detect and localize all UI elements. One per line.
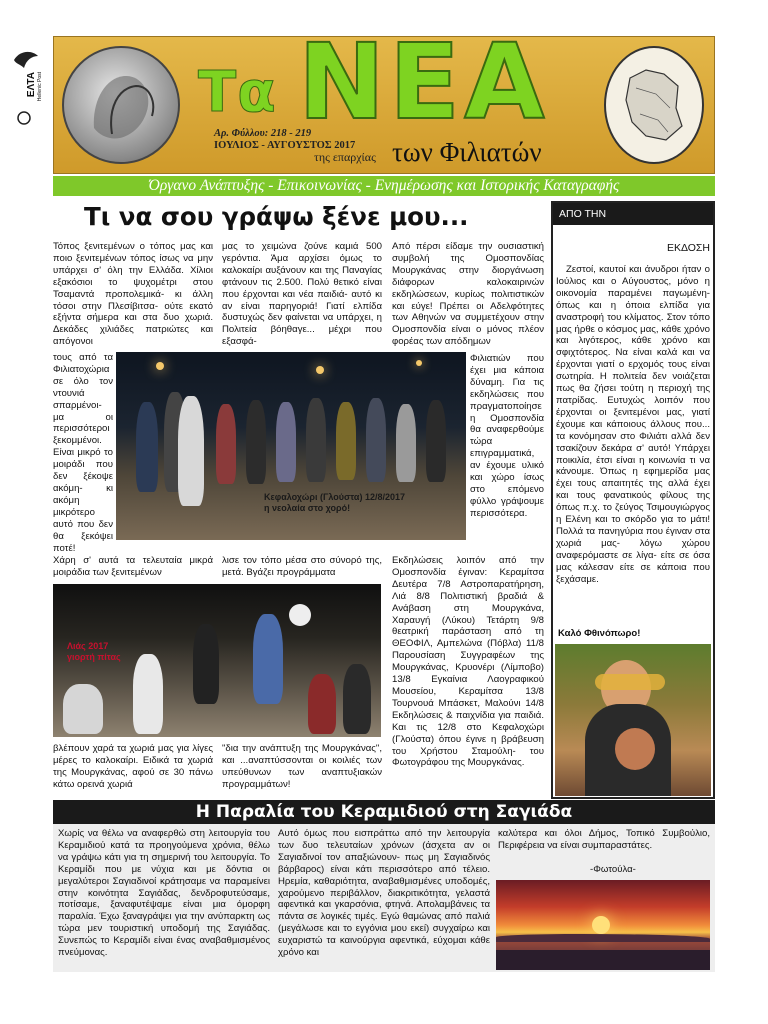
issue-info — [214, 128, 355, 152]
article-col1-top-text: Τόπος ξενιτεμένων ο τόπος μας και ποιο ξενιτεμένων τόπος ίσως να μην υπάρχει σ' όλη την Ελλάδα. Χίλιοι εξακόσιοι το ψυχομέτρι στου Τσαμαντά προπολεμικά- κι άλλη τόσοι στην Πλεσίβιτσα- ούτε εκατό εξήντα σήμερα και στα δυο χωριά. Δεκάδες χιλιάδες πατριώτες και απόγονοι — [53, 241, 213, 348]
issue-date: ΙΟΥΛΙΟΣ - ΑΥΓΟΥΣΤΟΣ 2017 — [214, 140, 356, 151]
article-col1-top — [53, 241, 213, 352]
editorial-title: ΕΚΔΟΣΗ — [666, 242, 710, 254]
issue-number: Αρ. Φύλλου: 218 - 219 — [214, 128, 312, 139]
article-col1-end — [53, 743, 213, 793]
article-col2-mid-text: λισε τον τόπο μέσα στο σύνορό της, μετά. Βγάζει προγράμματα — [222, 555, 382, 578]
masthead-subtitle-small: της επαρχίας — [314, 150, 376, 164]
editorial-body — [556, 264, 710, 626]
bottom-col1-text: Χωρίς να θέλω να αναφερθώ στη λειτουργία του Κεραμιδιού κατά τα προηγούμενα χρόνια, θέλω να γράψω κάτι για τη σημερινή του λειτουργία. Το Κεραμίδι που με νύχια και με δόντια οι μεγαλύτεροι Σαγιαδινοί κράτησαμε να παραμείνει στην κοινότητα Σαγιάδας, δενδροφυτεύσαμε, ποτίσαμε, ξαναφυτέψαμε είναι μια όμορφη παραλία. Έχω ξαναγράψει για την ανύπαρκτη ως τώρα μεν τουριστική υποδομή της Σαγιάδας. Συνεπώς το Κεραμίδι είναι ένας αναβαθμισμένος πνεύμονας. — [58, 828, 270, 959]
article-col2-mid — [222, 555, 382, 581]
article-col2-end-text: "δια την ανάπτυξη της Μουργκάνας", και ...αναπτύσσονται οι κοιλιές των υπεύθυνων των αναπτυξιακών προγραμμάτων! — [222, 743, 382, 790]
bottom-col2 — [278, 828, 490, 970]
article-col3-bottom — [392, 555, 544, 793]
article-col3-top-text: Από πέρσι είδαμε την ουσιαστική συμβολή της Ομοσπονδίας Μουργκάνας στην διοργάνωση διάφορων καλοκαιρινών εκδηλώσεων, κυρίως πολιτιστικών και εύγε! Πρέπει οι Αδελφότητες των Αθηνών να συμμετέχουν στην Ομοσπονδία είναι ο μόνος πλέον φορέας των απόδημων — [392, 241, 544, 348]
article-col2-end — [222, 743, 382, 793]
photo-pie-festival-caption — [67, 641, 121, 663]
bottom-col1 — [58, 828, 270, 970]
bottom-headline: Η Παραλία του Κεραμιδιού στη Σαγιάδα — [53, 800, 715, 824]
article-col3-top — [392, 241, 544, 353]
article-col3-bottom-text: Εκδηλώσεις λοιπόν από την Ομοσπονδία έγιναν: Κεραμίτσα Δευτέρα 7/8 Αστροπαρατήρηση, Λιά 8/8 Πολιτιστική βραδιά & Ανάβαση στη Μουργκάνα, Χαραυγή (Λύκου) Τετάρτη 9/8 θεατρική παράσταση από τη ΘΕΟΦΙΛ, Αμπελώνα (Πόβλα) 11/8 Παρουσίαση Συγγραφέων της Μουργκάνας, Κρυονέρι (Λίμποβο) 13/8 Εγκαίνια Λαογραφικού Μουσείου, Κεραμίτσα 13/8 Τουρνουά Μπάσκετ, Μαλούνι 14/8 Εκδηλώσεις & παιχνίδια για παιδιά. Και τις 12/8 στο Κεφαλοχώρι (Γλούστα) όπου έγινε η βράβευση του Χρήστου Σταμούλη- του Φωτογράφου της Μουργκάνας. — [392, 555, 544, 769]
bottom-col3-text: καλύτερα και όλοι Δήμος, Τοπικό Συμβούλιο, Περιφέρεια να είναι συμπαραστάτες. — [498, 828, 710, 851]
article-col2-top-text: μας το χειμώνα ζούνε καμιά 500 γερόντια. Άμα αρχίσει όμως το καλοκαίρι αυξάνουν και της Παναγίας φτάνουν τις 2.500. Πολύ θετικό είναι που έρχονται και νέα παιδιά- αυτό κι αν είναι παρηγοριά! Γιατί ελπίδα δυστυχώς δεν φαίνεται να υπάρχει, η Πολιτεία βόηθαγε... μέχρι που εξασφά- — [222, 241, 382, 348]
elta-logo — [10, 48, 44, 128]
article-col1-bottom-text: Χάρη σ' αυτά τα τελευταία μικρά μοιράδια των ξενιτεμένων — [53, 555, 213, 578]
elta-logo-subtext: Hellenic Post — [37, 72, 43, 102]
photo-couple — [555, 644, 711, 796]
bottom-col2-text: Αυτό όμως που εισπράττω από την λειτουργία των δυο τελευταίων χρόνων (άσχετα αν οι Σαγιαδινοί τον απαξιώνουν- πως μη Σαγιαδινός βάρβαρος) είναι κάτι περισσότερο από τέλειο. Ηρεμία, καθαριότητα, αναβαθμισμένες υποδομές, χαρούμενο περιβάλλον, διακριτικότητα, γελαστά αφεντικά και γκαρσόνια, φτηνά. Απολαμβάνεις τα πάντα σε λογικές τιμές. Εγώ θαμώνας από παλιά (μεγάλωσε και το εγγόνια μου εκεί) συγχαίρω και ευχαριστώ τα καινούργια αφεντικά, εύχομαι κάθε χρόνο και — [278, 828, 490, 959]
article-col1-end-text: βλέπουν χαρά τα χωριά μας για λίγες μέρες το καλοκαίρι. Ειδικά τα χωριά της Μουργκάνας, αφού σε 30 πάνω κάτω ορεινά χωριά — [53, 743, 213, 790]
editorial-label: ΑΠΟ ΤΗΝ — [553, 203, 713, 225]
article-col1-bottom — [53, 555, 213, 581]
masthead-title-article: Τα — [198, 60, 277, 125]
photo-youth-dancing-caption-text: Κεφαλοχώρι (Γλούστα) 12/8/2017 η νεολαία στο χορό! — [264, 492, 406, 513]
main-headline: Τι να σου γράψω ξένε μου... — [84, 202, 469, 231]
article-col3-wrap-text: Φιλιατιών που έχει μια κάποια δύναμη. Για τις εκδηλώσεις που πραγματοποίησε η Ομοσπονδία θα αναφερθούμε τώρα επιγραμματικά, αν έχουμε υλικό και χώρο ίσως στο επόμενο φύλλο γράψουμε περισσότερα. — [470, 353, 544, 519]
article-col2-top — [222, 241, 382, 352]
regional-map-emblem — [604, 46, 704, 164]
bottom-col3 — [498, 828, 710, 864]
masthead-tagline: Όργανο Ανάπτυξης - Επικοινωνίας - Ενημέρωσης και Ιστορικής Καταγραφής — [53, 176, 715, 196]
bottom-signoff: -Φωτούλα- — [590, 864, 636, 875]
photo-youth-dancing-caption — [264, 492, 405, 514]
ancient-coin-emblem — [62, 46, 180, 164]
masthead-title-main: ΝΕΑ — [298, 21, 549, 143]
article-col1-wrap — [53, 352, 113, 552]
elta-logo-text: ΕΛΤΑ — [26, 72, 37, 98]
editorial-body-text: Ζεστοί, καυτοί και άνυδροι ήταν ο Ιούλιος και ο Αύγουστος, μόνο η οικονομία παραμένει παγωμένη- όπως και η όποια ελπίδα για αναστροφή του κλίματος. Στον τόπο μας ήρθε ο κόσμος μας, κάθε χρόνο και λιγότερος, κάθε χρόνο και σφιχτότερος. Να είναι καλά και να έρχονται γιατί ο ερχομός τους είναι σωτηρία. Η πολιτεία δεν νοιάζεται πως θα ζήσει τούτη η περιοχή της πατρίδας. Ευτυχώς λοιπόν που έρχονται οι ξενιτεμένοι μας, γιατί έχουμε και κάποιους άλλους που... τα κονόμησαν στο Φιλιάτι αλλά δεν τσακίζουν δεκάρα σ' αυτό! Υπάρχει ποικιλία, έτσι είναι η κοινωνία τι να κάνουμε. Όπως η εφημερίδα μας έχει τους απαιτητές της αλλά έχει και τους φανατικούς φίλους της όπως π.χ. το ζεύγος Τσιμουγιώργος η Ελένη και το σκόρδο για το μάτι! Πολλά τα πανηγύρια που έγιναν στα χωριά μας- λόγω χώρου αναφερόμαστε σε λίγα- είτε σε όσα μας κάλεσαν είτε σε κάποια που ξεχάσαμε. — [556, 264, 710, 585]
article-col1-wrap-text: τους από τα Φιλιατοχώρια σε όλο τον ντουνιά σπαρμένοι- μα οι περισσότεροι ξεκομμένοι. Είναι μικρό το μοιράδι που δεν ξέκοψε ακόμη- κι ακόμη μικρότερο αυτό που δεν θα ξεκόψει ποτέ! — [53, 352, 113, 552]
article-col3-wrap — [470, 353, 544, 555]
editorial-signoff: Καλό Φθινόπωρο! — [558, 628, 641, 639]
photo-sunset-beach — [496, 880, 710, 970]
masthead-subtitle-big: των Φιλιατών — [392, 137, 542, 167]
photo-pie-festival-caption-text: Λιάς 2017 γιορτή πίτας — [67, 641, 121, 662]
